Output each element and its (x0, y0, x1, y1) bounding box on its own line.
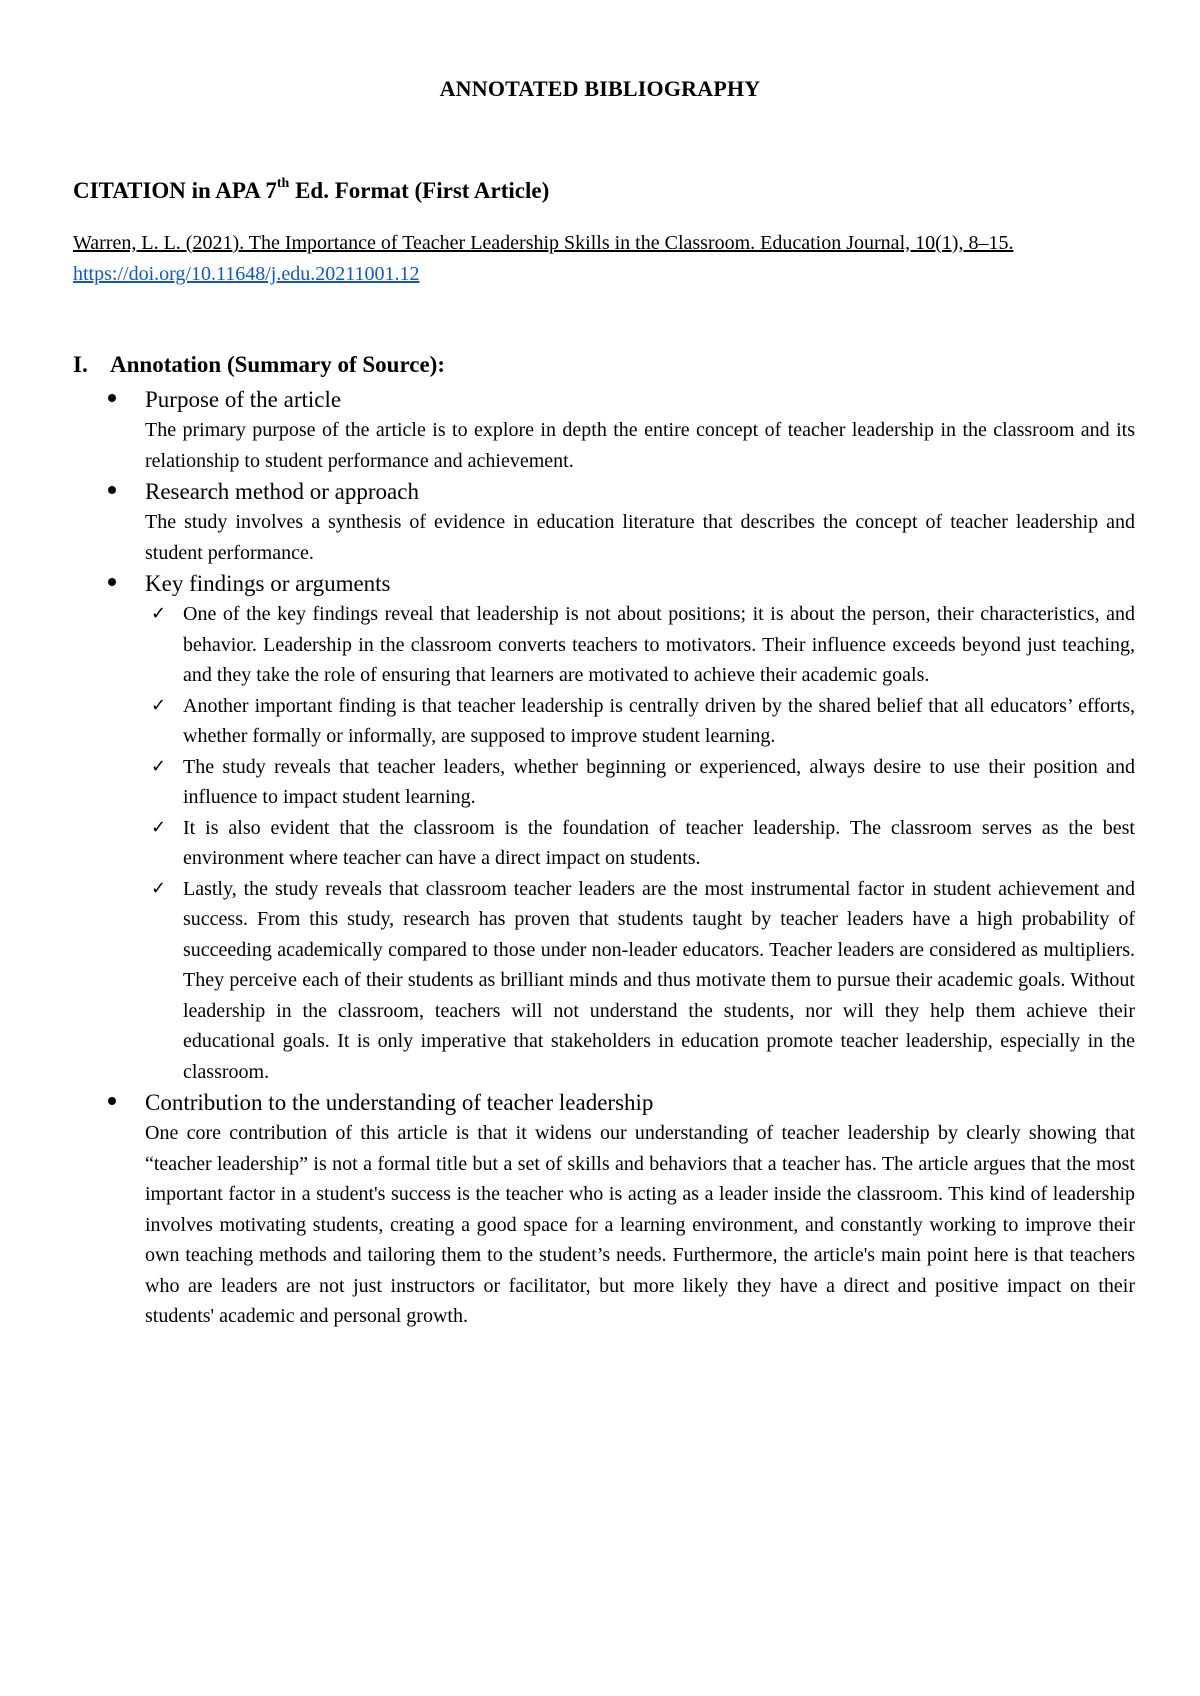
bullet-dot-icon (108, 578, 116, 586)
citation-reference (73, 228, 1133, 290)
citation-heading-post: Ed. Format (First Article) (289, 178, 550, 203)
checkmark-icon: ✓ (151, 755, 167, 777)
finding-item (145, 813, 1135, 874)
finding-text: Another important finding is that teacher leadership is centrally driven by the shared belief that all educators’ efforts, whether formally or informally, are supposed to improve student learning. (183, 694, 1135, 747)
findings-heading: Key findings or arguments (145, 571, 391, 596)
findings-section (105, 568, 1135, 1087)
purpose-text: The primary purpose of the article is to explore in depth the entire concept of teacher leadership in the classroom and its relationship to student performance and achievement. (145, 419, 1135, 472)
finding-item (145, 874, 1135, 1088)
purpose-section (105, 384, 1135, 476)
finding-text: It is also evident that the classroom is the foundation of teacher leadership. The classroom serves as the best environment where teacher can have a direct impact on students. (183, 816, 1135, 869)
citation-text: Warren, L. L. (2021). The Importance of Teacher Leadership Skills in the Classroom. Education Journal, 10(1), 8–15. (73, 232, 1014, 254)
section-heading (73, 352, 445, 378)
finding-text: Lastly, the study reveals that classroom teacher leaders are the most instrumental factor in student achievement and success. From this study, research has proven that students taught by teacher leaders have a high probability of succeeding academically compared to those under non-leader educators. Teacher leaders are considered as multipliers. They perceive each of their students as brilliant minds and thus motivate them to pursue their academic goals. Without leadership in the classroom, teachers will not understand the students, nor will they help them achieve their educational goals. It is only imperative that stakeholders in education promote teacher leadership, especially in the classroom. (183, 877, 1135, 1083)
citation-heading-pre: CITATION in APA 7 (73, 178, 277, 203)
checkmark-icon: ✓ (151, 877, 167, 899)
bullet-dot-icon (108, 486, 116, 494)
finding-text: The study reveals that teacher leaders, whether beginning or experienced, always desire to use their position and influence to impact student learning. (183, 755, 1135, 808)
checkmark-icon: ✓ (151, 603, 167, 624)
checkmark-icon: ✓ (151, 816, 167, 838)
citation-heading (73, 178, 549, 204)
method-heading: Research method or approach (145, 479, 419, 504)
document-title: ANNOTATED BIBLIOGRAPHY (439, 76, 761, 101)
contribution-section (105, 1087, 1135, 1332)
contribution-heading: Contribution to the understanding of teacher leadership (145, 1090, 654, 1115)
section-title: Annotation (Summary of Source): (110, 352, 445, 377)
section-number: I. (73, 352, 88, 377)
doi-link[interactable]: https://doi.org/10.11648/j.edu.20211001.12 (73, 263, 420, 285)
annotation-content (105, 384, 1135, 1332)
checkmark-icon: ✓ (151, 694, 167, 716)
finding-item (145, 691, 1135, 752)
finding-item (145, 752, 1135, 813)
contribution-text: One core contribution of this article is that it widens our understanding of teacher leadership by clearly showing that “teacher leadership” is not a formal title but a set of skills and behaviors that a teacher has. The article argues that the most important factor in a student's success is the teacher who is acting as a leader inside the classroom. This kind of leadership involves motivating students, creating a good space for a learning environment, and constantly working to improve their own teaching methods and tailoring them to the student’s needs. Furthermore, the article's main point here is that teachers who are leaders are not just instructors or facilitator, but more likely they have a direct and positive impact on their students' academic and personal growth. (145, 1122, 1135, 1327)
method-text: The study involves a synthesis of evidence in education literature that describes the concept of teacher leadership and student performance. (145, 511, 1135, 564)
finding-item (145, 599, 1135, 691)
bullet-dot-icon (108, 1097, 116, 1105)
finding-text: One of the key findings reveal that leadership is not about positions; it is about the person, their characteristics, and behavior. Leadership in the classroom converts teachers to motivators. Their influence exceeds beyond just teaching, and they take the role of ensuring that learners are motivated to achieve their academic goals. (183, 603, 1135, 686)
bullet-dot-icon (108, 394, 116, 402)
findings-list (145, 599, 1135, 1087)
purpose-heading: Purpose of the article (145, 387, 342, 412)
method-section (105, 476, 1135, 568)
citation-heading-sup: th (276, 176, 290, 192)
